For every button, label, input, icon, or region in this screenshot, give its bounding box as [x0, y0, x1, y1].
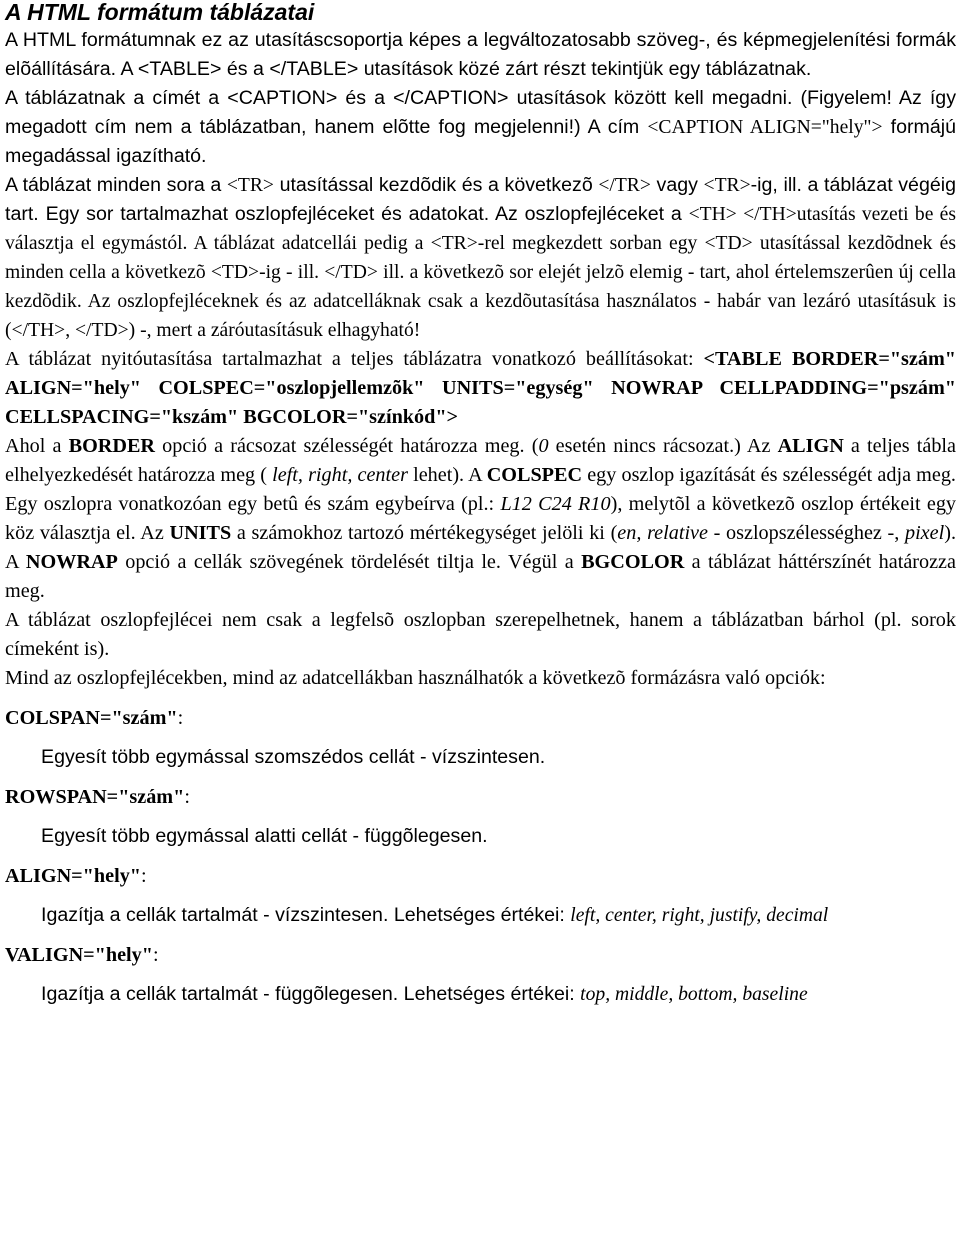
paragraph-headers-anywhere: A táblázat oszlopfejlécei nem csak a legfelsõ oszlopban szerepelhetnek, hanem a táblázatban bárhol (pl. sorok címeként is). [5, 609, 956, 660]
paragraph-options-explained: Ahol a BORDER opció a rácsozat szélességét határozza meg. (0 esetén nincs rácsozat.) Az ALIGN a teljes tábla elhelyezkedését határozza meg ( left, right, center lehet). A COLSPEC egy oszlop igazítását és szélességét adja meg. Egy oszlopra vonatkozóan egy betû és szám egybeírva (pl.: L12 C24 R10), melytõl a következõ oszlop értékeit egy köz választja el. Az UNITS a számokhoz tartozó mértékegységet jelöli ki (en, relative - oszlopszélességhez -, pixel). A NOWRAP opció a cellák szövegének tördelését tiltja le. Végül a BGCOLOR a táblázat háttérszínét határozza meg. [5, 435, 957, 602]
definition-term: ALIGN="hely": [5, 865, 147, 887]
paragraph-intro: A HTML formátumnak ez az utasításcsoportja képes a legváltozatosabb szöveg-, és képmegjelenítési formák elõállítására. A <TABLE> és a </TABLE> utasítások közé zárt részt tekintjük egy táblázatnak. [5, 29, 956, 80]
definition-description: Egyesít több egymással szomszédos cellát - vízszintesen. [41, 746, 546, 768]
definition-term: ROWSPAN="szám": [5, 786, 190, 808]
definition-term: COLSPAN="szám": [5, 707, 184, 729]
definition-description: Egyesít több egymással alatti cellát - függõlegesen. [41, 825, 488, 847]
paragraph-cell-options: Mind az oszlopfejlécekben, mind az adatcellákban használhatók a következõ formázásra való opciók: [5, 667, 826, 689]
definition-valign [5, 941, 956, 1009]
paragraph-caption: A táblázatnak a címét a <CAPTION> és a </CAPTION> utasítások között kell megadni. (Figyelem! Az így megadott cím nem a táblázatban, hanem elõtte fog megjelenni!) A cím <CAPTION ALIGN="hely"> formájú megadással igazítható. [5, 87, 956, 167]
definition-align [5, 862, 956, 930]
definition-term: VALIGN="hely": [5, 944, 159, 966]
page-title: A HTML formátum táblázatai [5, 0, 315, 25]
paragraph-table-options: A táblázat nyitóutasítása tartalmazhat a teljes táblázatra vonatkozó beállításokat: <TABLE BORDER="szám" ALIGN="hely" COLSPEC="oszlopjellemzõk" UNITS="egység" NOWRAP CELLPADDING="pszám" CELLSPACING="kszám" BGCOLOR="színkód"> [5, 348, 956, 428]
paragraph-rows: A táblázat minden sora a <TR> utasítással kezdõdik és a következõ </TR> vagy <TR>-ig, ill. a táblázat végéig tart. Egy sor tartalmazhat oszlopfejléceket és adatokat. Az oszlopfejléceket a <TH> </TH>utasítás vezeti be és választja el egymástól. A táblázat adatcellái pedig a <TR>-rel megkezdett sorban egy <TD> utasítással kezdõdnek és minden cella a következõ <TD>-ig - ill. </TD> ill. a következõ sor elejét jelzõ elemig - tart, ahol értelemszerûen új cella kezdõdik. Az oszlopfejléceknek és az adatcelláknak csak a kezdõutasítása használatos - habár van lezáró utasításuk is (</TH>, </TD>) -, mert a záróutasításuk elhagyható! [5, 174, 957, 341]
definition-colspan [5, 704, 956, 772]
definition-rowspan [5, 783, 956, 851]
definition-description: Igazítja a cellák tartalmát - vízszintesen. Lehetséges értékei: left, center, right, justify, decimal [41, 904, 829, 926]
definition-description: Igazítja a cellák tartalmát - függõlegesen. Lehetséges értékei: top, middle, bottom, baseline [41, 983, 808, 1005]
